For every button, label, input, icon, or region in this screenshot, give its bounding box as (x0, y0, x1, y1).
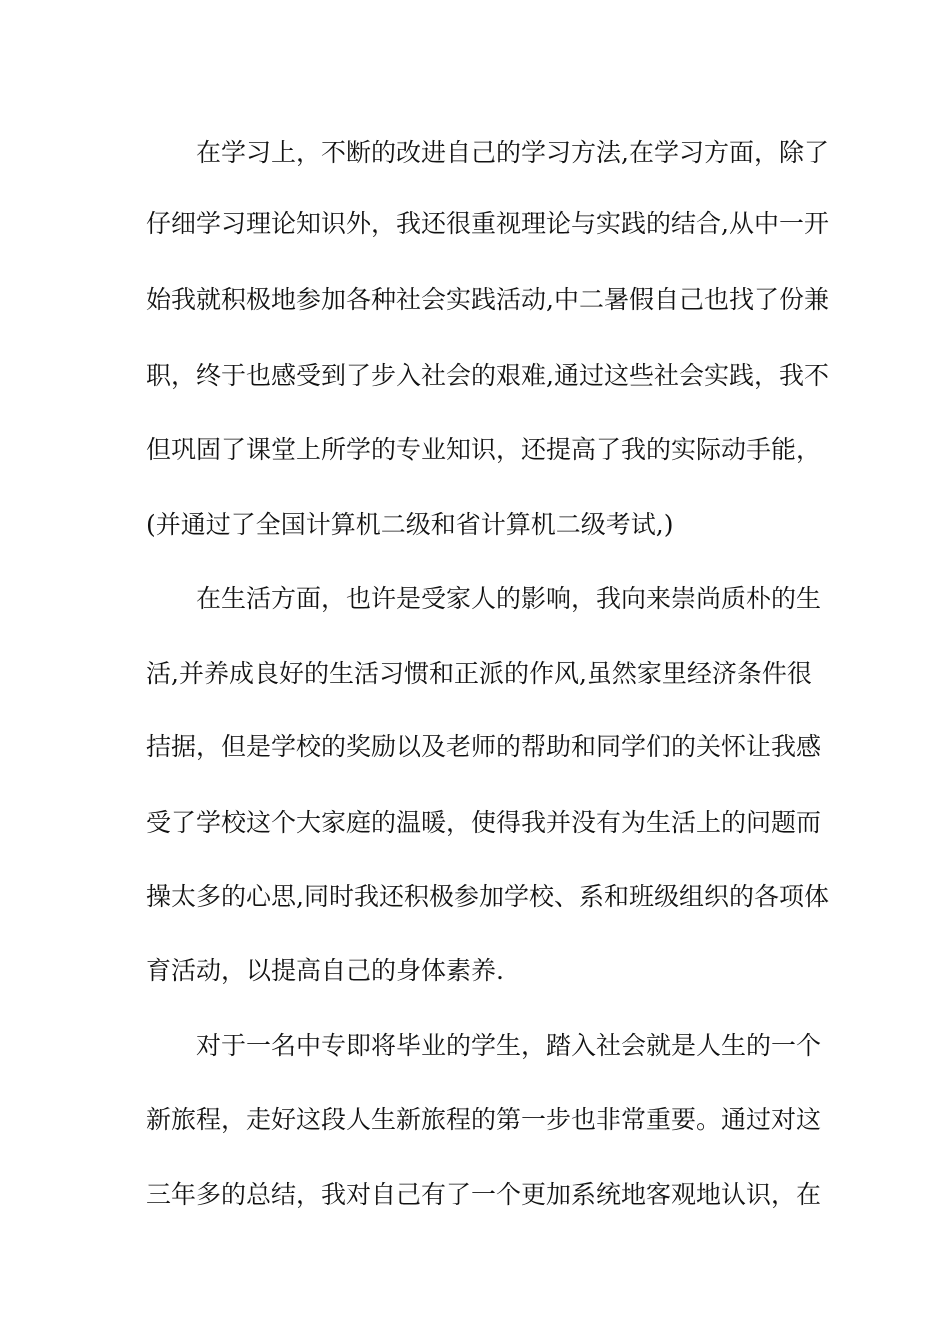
paragraph-2-line-5: 操太多的心思,同时我还积极参加学校、系和班级组织的各项体 (146, 882, 829, 911)
paragraph-1-line-2: 仔细学习理论知识外，我还很重视理论与实践的结合,从中一开 (146, 209, 829, 238)
paragraph-2-line-4: 受了学校这个大家庭的温暖，使得我并没有为生活上的问题而 (146, 808, 822, 837)
paragraph-1-line-5: 但巩固了课堂上所学的专业知识，还提高了我的实际动手能， (146, 435, 822, 464)
paragraph-1-line-4: 职，终于也感受到了步入社会的艰难,通过这些社会实践，我不 (146, 361, 829, 390)
paragraph-3-line-2: 新旅程，走好这段人生新旅程的第一步也非常重要。通过对这 (146, 1105, 822, 1134)
paragraph-2-line-2: 活,并养成良好的生活习惯和正派的作风,虽然家里经济条件很 (146, 659, 812, 688)
paragraph-1-line-3: 始我就积极地参加各种社会实践活动,中二暑假自己也找了份兼 (146, 285, 829, 314)
paragraph-1-line-6: (并通过了全国计算机二级和省计算机二级考试,) (146, 510, 674, 539)
paragraph-3-line-1: 对于一名中专即将毕业的学生，踏入社会就是人生的一个 (196, 1031, 822, 1060)
paragraph-2-line-1: 在生活方面，也许是受家人的影响，我向来崇尚质朴的生 (196, 584, 822, 613)
paragraph-2-line-3: 拮据，但是学校的奖励以及老师的帮助和同学们的关怀让我感 (146, 732, 822, 761)
paragraph-2-line-6: 育活动，以提高自己的身体素养. (146, 956, 504, 985)
paragraph-1-line-1: 在学习上，不断的改进自己的学习方法,在学习方面，除了 (196, 138, 829, 167)
paragraph-3-line-3: 三年多的总结，我对自己有了一个更加系统地客观地认识，在 (146, 1180, 822, 1209)
